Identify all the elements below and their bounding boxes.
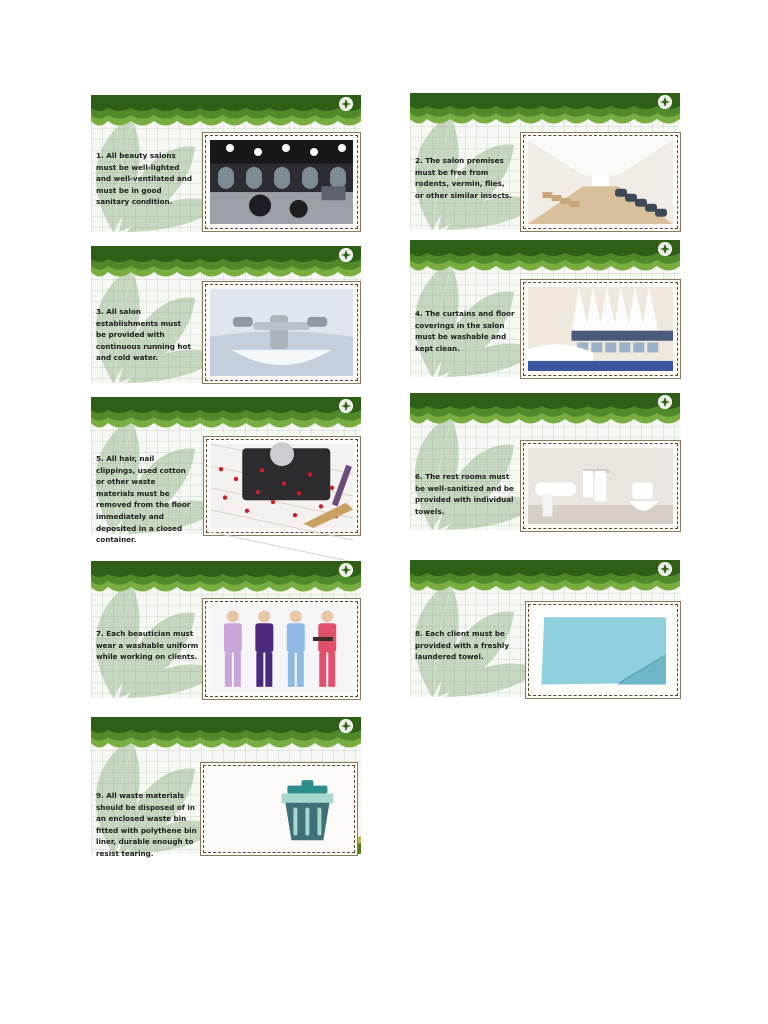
photo-frame	[205, 601, 358, 697]
rule-text: 6. The rest rooms must be well-sanitized and be provided with individual towels.	[415, 472, 514, 516]
sanitation-rule-slide	[91, 95, 361, 232]
trash-bin-icon	[208, 770, 350, 848]
rule-text: 5. All hair, nail clippings, used cotton or other waste materials must be removed from the floor immediately and deposited in a closed container.	[96, 454, 191, 545]
pedicure-spa-image	[528, 287, 673, 371]
faucet-image	[210, 289, 353, 376]
photo-frame	[523, 443, 678, 529]
sanitation-rule-slide	[91, 717, 361, 858]
photo-frame	[205, 284, 358, 381]
floor-cleaning-image	[211, 442, 353, 562]
sanitation-rule-slide	[410, 393, 680, 530]
emblem-badge	[340, 400, 353, 413]
photo-frame	[528, 604, 678, 696]
leaf-banner	[410, 393, 680, 424]
photo-frame	[205, 135, 358, 229]
sanitation-rule-slide	[410, 240, 680, 377]
sanitation-rule-slide	[91, 246, 361, 383]
emblem-badge	[340, 720, 353, 733]
emblem-badge	[340, 249, 353, 262]
salon-interior-image	[210, 140, 353, 224]
sanitation-rule-slide	[410, 560, 680, 697]
floor-cleaning-image	[211, 444, 353, 528]
faucet-image	[210, 289, 353, 376]
emblem-badge	[659, 396, 672, 409]
towel-image	[533, 609, 673, 691]
rule-text: 9. All waste materials should be disposed of in an enclosed waste bin fitted with polythene bin liner, durable enough to resist tearing.	[96, 791, 197, 858]
rule-text: 2. The salon premises must be free from rodents, vermin, flies, or other similar insects.	[415, 156, 512, 200]
salon-interior-image	[210, 140, 353, 224]
rule-text: 7. Each beautician must wear a washable uniform while working on clients.	[96, 629, 199, 662]
rule-text: 1. All beauty salons must be well-lighted and well-ventilated and must be in good sanitary condition.	[96, 151, 192, 207]
leaf-banner	[410, 560, 680, 591]
leaf-banner	[410, 93, 680, 124]
rule-text: 8. Each client must be provided with a freshly laundered towel.	[415, 629, 510, 662]
uniforms-image	[210, 606, 353, 692]
photo-frame	[203, 765, 355, 853]
photo-frame	[523, 135, 678, 229]
rule-text: 3. All salon establishments must be provided with continuous running hot and cold water.	[96, 307, 191, 363]
emblem-badge	[340, 98, 353, 111]
rule-text: 4. The curtains and floor coverings in the salon must be washable and kept clean.	[415, 309, 515, 353]
photo-frame	[206, 439, 358, 533]
pedicure-spa-image	[528, 287, 673, 371]
towel-image	[533, 609, 673, 691]
emblem-badge	[340, 564, 353, 577]
salon-room-image	[528, 140, 673, 224]
sanitation-rule-slide	[91, 397, 361, 545]
sanitation-rule-slide	[91, 561, 361, 698]
uniforms-image	[210, 606, 353, 692]
leaf-banner	[91, 246, 361, 277]
leaf-banner	[91, 397, 361, 428]
emblem-badge	[659, 243, 672, 256]
restroom-image	[528, 448, 673, 524]
restroom-image	[528, 448, 673, 524]
emblem-badge	[659, 563, 672, 576]
sanitation-rule-slide	[410, 93, 680, 230]
photo-frame	[523, 282, 678, 376]
salon-room-image	[528, 140, 673, 224]
emblem-badge	[659, 96, 672, 109]
trash-bin-icon	[281, 780, 333, 840]
leaf-banner	[91, 561, 361, 592]
leaf-banner	[91, 95, 361, 126]
leaf-banner	[410, 240, 680, 271]
leaf-banner	[91, 717, 361, 748]
